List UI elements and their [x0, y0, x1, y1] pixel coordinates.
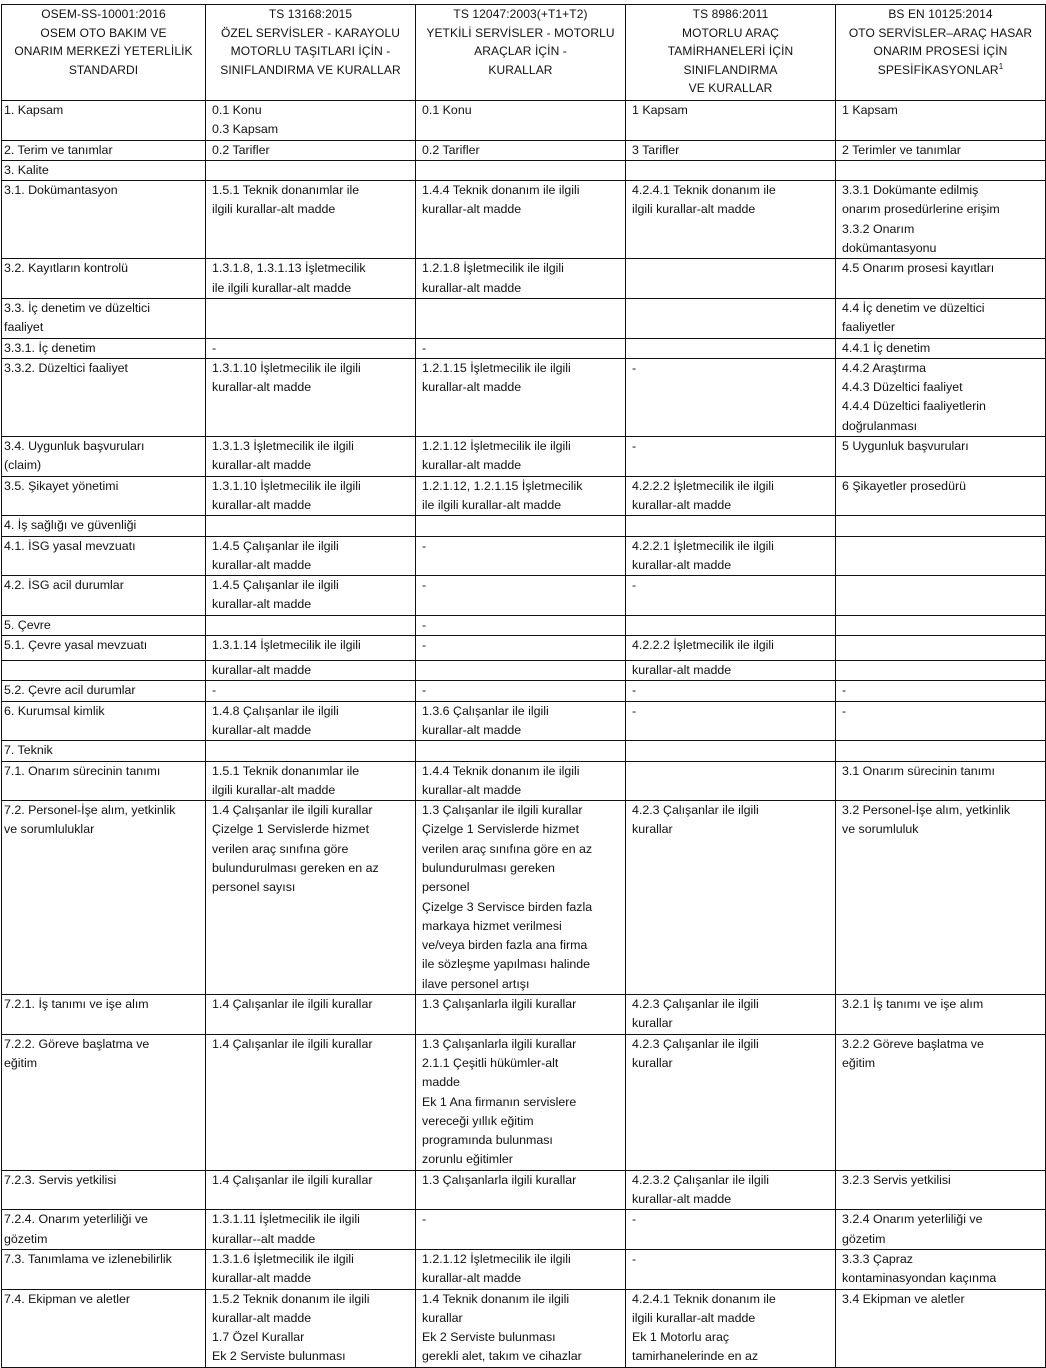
ts-13168-cell: 1.5.1 Teknik donanımlar ile ilgili kurallar-alt madde	[206, 181, 416, 259]
table-row	[2, 681, 1046, 701]
osem-clause-cell: 5. Çevre	[2, 615, 206, 635]
ts-13168-cell: 1.3.1.6 İşletmecilik ile ilgili kurallar-alt madde	[206, 1249, 416, 1289]
ts-13168-cell	[206, 516, 416, 536]
ts-8986-cell: 4.2.4.1 Teknik donanım ile ilgili kurallar-alt madde Ek 1 Motorlu araç tamirhanelerinde en az	[626, 1289, 836, 1367]
bs-en-10125-cell: 4.5 Onarım prosesi kayıtları	[836, 259, 1046, 299]
ts-8986-cell: 4.2.2.2 İşletmecilik ile ilgili	[626, 636, 836, 661]
ts-8986-cell: 4.2.3 Çalışanlar ile ilgili kurallar	[626, 801, 836, 995]
bs-en-10125-cell	[836, 576, 1046, 616]
osem-clause-cell: 7.2.4. Onarım yeterliliği ve gözetim	[2, 1210, 206, 1250]
ts-12047-cell: -	[416, 1210, 626, 1250]
bs-en-10125-cell: 3.2.2 Göreve başlatma ve eğitim	[836, 1034, 1046, 1170]
ts-8986-cell: 4.2.3 Çalışanlar ile ilgili kurallar	[626, 995, 836, 1035]
bs-en-10125-cell: 3.2.4 Onarım yeterliliği ve gözetim	[836, 1210, 1046, 1250]
ts-12047-cell: 1.4.4 Teknik donanım ile ilgili kurallar-alt madde	[416, 761, 626, 801]
ts-12047-cell: 1.3 Çalışanlarla ilgili kurallar	[416, 1170, 626, 1210]
bs-en-10125-cell: -	[836, 701, 1046, 741]
bs-en-10125-cell	[836, 160, 1046, 180]
ts-13168-cell: -	[206, 338, 416, 358]
ts-8986-cell: -	[626, 701, 836, 741]
bs-en-10125-cell: 4.4.2 Araştırma 4.4.3 Düzeltici faaliyet 4.4.4 Düzeltici faaliyetlerin doğrulanması	[836, 358, 1046, 436]
ts-13168-cell: 1.4.5 Çalışanlar ile ilgili kurallar-alt madde	[206, 576, 416, 616]
header-ts-8986: TS 8986:2011 MOTORLU ARAÇ TAMİRHANELERİ İÇİN SINIFLANDIRMA VE KURALLAR	[626, 5, 836, 101]
table-row	[2, 358, 1046, 436]
ts-8986-cell: 4.2.3.2 Çalışanlar ile ilgili kurallar-alt madde	[626, 1170, 836, 1210]
osem-clause-cell: 3.2. Kayıtların kontrolü	[2, 259, 206, 299]
ts-8986-cell: 4.2.2.1 İşletmecilik ile ilgili kurallar-alt madde	[626, 536, 836, 576]
ts-8986-cell	[626, 741, 836, 761]
table-row	[2, 298, 1046, 338]
ts-8986-cell: -	[626, 437, 836, 477]
osem-clause-cell: 5.1. Çevre yasal mevzuatı	[2, 636, 206, 661]
ts-13168-cell	[206, 160, 416, 180]
table-row	[2, 476, 1046, 516]
ts-12047-cell	[416, 298, 626, 338]
bs-en-10125-cell	[836, 516, 1046, 536]
ts-8986-cell: -	[626, 1210, 836, 1250]
ts-8986-cell: -	[626, 576, 836, 616]
ts-13168-cell	[206, 741, 416, 761]
ts-13168-cell	[206, 615, 416, 635]
table-row	[2, 761, 1046, 801]
ts-12047-cell: 1.3 Çalışanlarla ilgili kurallar 2.1.1 Çeşitli hükümler-alt madde Ek 1 Ana firmanın servislere vereceği yıllık eğitim programında bulunması zorunlu eğitimler	[416, 1034, 626, 1170]
osem-clause-cell: 7.2.3. Servis yetkilisi	[2, 1170, 206, 1210]
ts-12047-cell: -	[416, 576, 626, 616]
osem-clause-cell: 3.3. İç denetim ve düzeltici faaliyet	[2, 298, 206, 338]
table-row	[2, 576, 1046, 616]
ts-13168-cell: 1.3.1.3 İşletmecilik ile ilgili kurallar-alt madde	[206, 437, 416, 477]
ts-13168-cell: 1.4 Çalışanlar ile ilgili kurallar Çizelge 1 Servislerde hizmet verilen araç sınıfına göre bulundurulması gereken en az personel sayısı	[206, 801, 416, 995]
ts-8986-cell	[626, 160, 836, 180]
ts-13168-cell: 1.3.1.10 İşletmecilik ile ilgili kurallar-alt madde	[206, 476, 416, 516]
document-page	[0, 4, 1046, 1368]
standards-comparison-table	[1, 4, 1046, 1368]
osem-clause-cell: 7.2.1. İş tanımı ve işe alım	[2, 995, 206, 1035]
osem-clause-cell: 6. Kurumsal kimlik	[2, 701, 206, 741]
ts-8986-cell: -	[626, 681, 836, 701]
ts-13168-cell: 1.5.2 Teknik donanım ile ilgili kurallar-alt madde 1.7 Özel Kurallar Ek 2 Serviste bulunması	[206, 1289, 416, 1367]
table-row	[2, 101, 1046, 141]
osem-clause-cell: 7. Teknik	[2, 741, 206, 761]
table-row	[2, 995, 1046, 1035]
osem-clause-cell: 2. Terim ve tanımlar	[2, 140, 206, 160]
osem-clause-cell: 3.5. Şikayet yönetimi	[2, 476, 206, 516]
ts-8986-cell: 4.2.3 Çalışanlar ile ilgili kurallar	[626, 1034, 836, 1170]
table-row	[2, 701, 1046, 741]
ts-12047-cell: 1.3 Çalışanlarla ilgili kurallar	[416, 995, 626, 1035]
header-ts-13168: TS 13168:2015 ÖZEL SERVİSLER - KARAYOLU MOTORLU TAŞITLARI İÇİN - SINIFLANDIRMA VE KURALLAR	[206, 5, 416, 101]
table-row	[2, 338, 1046, 358]
ts-12047-cell: -	[416, 536, 626, 576]
ts-13168-cell: 1.3.1.11 İşletmecilik ile ilgili kurallar--alt madde	[206, 1210, 416, 1250]
ts-12047-cell: 1.2.1.12 İşletmecilik ile ilgili kurallar-alt madde	[416, 1249, 626, 1289]
bs-en-10125-cell: 5 Uygunluk başvuruları	[836, 437, 1046, 477]
table-row	[2, 536, 1046, 576]
bs-en-10125-cell	[836, 661, 1046, 681]
bs-en-10125-cell: 1 Kapsam	[836, 101, 1046, 141]
ts-8986-cell: 4.2.4.1 Teknik donanım ile ilgili kurallar-alt madde	[626, 181, 836, 259]
ts-13168-cell: 1.3.1.8, 1.3.1.13 İşletmecilik ile ilgili kurallar-alt madde	[206, 259, 416, 299]
ts-12047-cell: 0.1 Konu	[416, 101, 626, 141]
bs-en-10125-cell: 3.1 Onarım sürecinin tanımı	[836, 761, 1046, 801]
ts-13168-cell: 0.1 Konu 0.3 Kapsam	[206, 101, 416, 141]
osem-clause-cell: 3.1. Dokümantasyon	[2, 181, 206, 259]
bs-en-10125-cell: 3.3.1 Dokümante edilmiş onarım prosedürlerine erişim 3.3.2 Onarım dokümantasyonu	[836, 181, 1046, 259]
ts-12047-cell: -	[416, 636, 626, 661]
bs-en-10125-cell	[836, 741, 1046, 761]
ts-12047-cell: 1.3.6 Çalışanlar ile ilgili kurallar-alt madde	[416, 701, 626, 741]
ts-13168-cell: 1.5.1 Teknik donanımlar ile ilgili kurallar-alt madde	[206, 761, 416, 801]
ts-8986-cell: 4.2.2.2 İşletmecilik ile ilgili kurallar-alt madde	[626, 476, 836, 516]
ts-8986-cell: 1 Kapsam	[626, 101, 836, 141]
ts-12047-cell	[416, 516, 626, 536]
table-row	[2, 181, 1046, 259]
table-row	[2, 1210, 1046, 1250]
footnote-marker: 1	[998, 61, 1004, 71]
ts-12047-cell: -	[416, 338, 626, 358]
ts-12047-cell: -	[416, 681, 626, 701]
osem-clause-cell: 3.3.1. İç denetim	[2, 338, 206, 358]
ts-12047-cell: 1.2.1.8 İşletmecilik ile ilgili kurallar-alt madde	[416, 259, 626, 299]
ts-8986-cell: -	[626, 1249, 836, 1289]
table-body	[2, 101, 1046, 1368]
ts-8986-cell	[626, 338, 836, 358]
ts-13168-cell: 1.3.1.14 İşletmecilik ile ilgili	[206, 636, 416, 661]
ts-12047-cell	[416, 661, 626, 681]
osem-clause-cell: 5.2. Çevre acil durumlar	[2, 681, 206, 701]
ts-13168-cell: 1.4 Çalışanlar ile ilgili kurallar	[206, 995, 416, 1035]
osem-clause-cell: 7.1. Onarım sürecinin tanımı	[2, 761, 206, 801]
ts-12047-cell	[416, 160, 626, 180]
osem-clause-cell: 4.2. İSG acil durumlar	[2, 576, 206, 616]
ts-12047-cell	[416, 741, 626, 761]
bs-en-10125-cell: 6 Şikayetler prosedürü	[836, 476, 1046, 516]
ts-13168-cell	[206, 298, 416, 338]
ts-13168-cell: kurallar-alt madde	[206, 661, 416, 681]
ts-12047-cell: 1.4.4 Teknik donanım ile ilgili kurallar-alt madde	[416, 181, 626, 259]
ts-13168-cell: -	[206, 681, 416, 701]
osem-clause-cell: 7.2.2. Göreve başlatma ve eğitim	[2, 1034, 206, 1170]
bs-en-10125-cell: 4.4.1 İç denetim	[836, 338, 1046, 358]
bs-en-10125-cell: 3.2.3 Servis yetkilisi	[836, 1170, 1046, 1210]
ts-13168-cell: 1.4.8 Çalışanlar ile ilgili kurallar-alt madde	[206, 701, 416, 741]
ts-8986-cell: 3 Tarifler	[626, 140, 836, 160]
ts-8986-cell	[626, 516, 836, 536]
table-row	[2, 661, 1046, 681]
ts-8986-cell	[626, 298, 836, 338]
table-row	[2, 1289, 1046, 1367]
bs-en-10125-cell	[836, 636, 1046, 661]
ts-13168-cell: 1.4 Çalışanlar ile ilgili kurallar	[206, 1034, 416, 1170]
osem-clause-cell: 7.2. Personel-İşe alım, yetkinlik ve sorumluluklar	[2, 801, 206, 995]
table-row	[2, 1249, 1046, 1289]
osem-clause-cell	[2, 661, 206, 681]
ts-8986-cell	[626, 615, 836, 635]
bs-en-10125-cell: 3.3.3 Çapraz kontaminasyondan kaçınma	[836, 1249, 1046, 1289]
table-row	[2, 160, 1046, 180]
osem-clause-cell: 4. İş sağlığı ve güvenliği	[2, 516, 206, 536]
table-row	[2, 437, 1046, 477]
bs-en-10125-cell	[836, 615, 1046, 635]
ts-13168-cell: 1.4.5 Çalışanlar ile ilgili kurallar-alt madde	[206, 536, 416, 576]
ts-13168-cell: 0.2 Tarifler	[206, 140, 416, 160]
table-row	[2, 636, 1046, 661]
bs-en-10125-cell: -	[836, 681, 1046, 701]
ts-12047-cell: 1.2.1.12 İşletmecilik ile ilgili kurallar-alt madde	[416, 437, 626, 477]
ts-12047-cell: 1.4 Teknik donanım ile ilgili kurallar Ek 2 Serviste bulunması gerekli alet, takım ve cihazlar	[416, 1289, 626, 1367]
bs-en-10125-cell: 2 Terimler ve tanımlar	[836, 140, 1046, 160]
bs-en-10125-cell: 3.2.1 İş tanımı ve işe alım	[836, 995, 1046, 1035]
osem-clause-cell: 7.3. Tanımlama ve izlenebilirlik	[2, 1249, 206, 1289]
table-row	[2, 1034, 1046, 1170]
table-header-row	[2, 5, 1046, 101]
ts-12047-cell: 0.2 Tarifler	[416, 140, 626, 160]
ts-8986-cell: kurallar-alt madde	[626, 661, 836, 681]
osem-clause-cell: 4.1. İSG yasal mevzuatı	[2, 536, 206, 576]
table-row	[2, 140, 1046, 160]
osem-clause-cell: 1. Kapsam	[2, 101, 206, 141]
header-osem-standard: OSEM-SS-10001:2016 OSEM OTO BAKIM VE ONARIM MERKEZİ YETERLİLİK STANDARDI	[2, 5, 206, 101]
bs-en-10125-cell	[836, 536, 1046, 576]
ts-8986-cell	[626, 259, 836, 299]
osem-clause-cell: 3.3.2. Düzeltici faaliyet	[2, 358, 206, 436]
ts-8986-cell: -	[626, 358, 836, 436]
table-row	[2, 516, 1046, 536]
ts-12047-cell: 1.2.1.15 İşletmecilik ile ilgili kurallar-alt madde	[416, 358, 626, 436]
osem-clause-cell: 3. Kalite	[2, 160, 206, 180]
ts-12047-cell: -	[416, 615, 626, 635]
table-row	[2, 741, 1046, 761]
osem-clause-cell: 7.4. Ekipman ve aletler	[2, 1289, 206, 1367]
bs-en-10125-cell: 4.4 İç denetim ve düzeltici faaliyetler	[836, 298, 1046, 338]
osem-clause-cell: 3.4. Uygunluk başvuruları (claim)	[2, 437, 206, 477]
table-row	[2, 801, 1046, 995]
header-bs-en-10125: BS EN 10125:2014 OTO SERVİSLER–ARAÇ HASAR ONARIM PROSESİ İÇİN SPESİFİKASYONLAR$^1$	[836, 5, 1046, 101]
ts-12047-cell: 1.2.1.12, 1.2.1.15 İşletmecilik ile ilgili kurallar-alt madde	[416, 476, 626, 516]
bs-en-10125-cell: 3.2 Personel-İşe alım, yetkinlik ve sorumluluk	[836, 801, 1046, 995]
table-row	[2, 1170, 1046, 1210]
bs-en-10125-cell: 3.4 Ekipman ve aletler	[836, 1289, 1046, 1367]
table-row	[2, 615, 1046, 635]
ts-12047-cell: 1.3 Çalışanlar ile ilgili kurallar Çizelge 1 Servislerde hizmet verilen araç sınıfına göre en az bulundurulması gereken personel Çizelge 3 Servisce birden fazla markaya hizmet verilmesi ve/veya birden fazla ana firma ile sözleşme yapılması halinde ilave personel artışı	[416, 801, 626, 995]
ts-13168-cell: 1.3.1.10 İşletmecilik ile ilgili kurallar-alt madde	[206, 358, 416, 436]
ts-8986-cell	[626, 761, 836, 801]
ts-13168-cell: 1.4 Çalışanlar ile ilgili kurallar	[206, 1170, 416, 1210]
table-row	[2, 259, 1046, 299]
header-ts-12047: TS 12047:2003(+T1+T2) YETKİLİ SERVİSLER - MOTORLU ARAÇLAR İÇİN - KURALLAR	[416, 5, 626, 101]
